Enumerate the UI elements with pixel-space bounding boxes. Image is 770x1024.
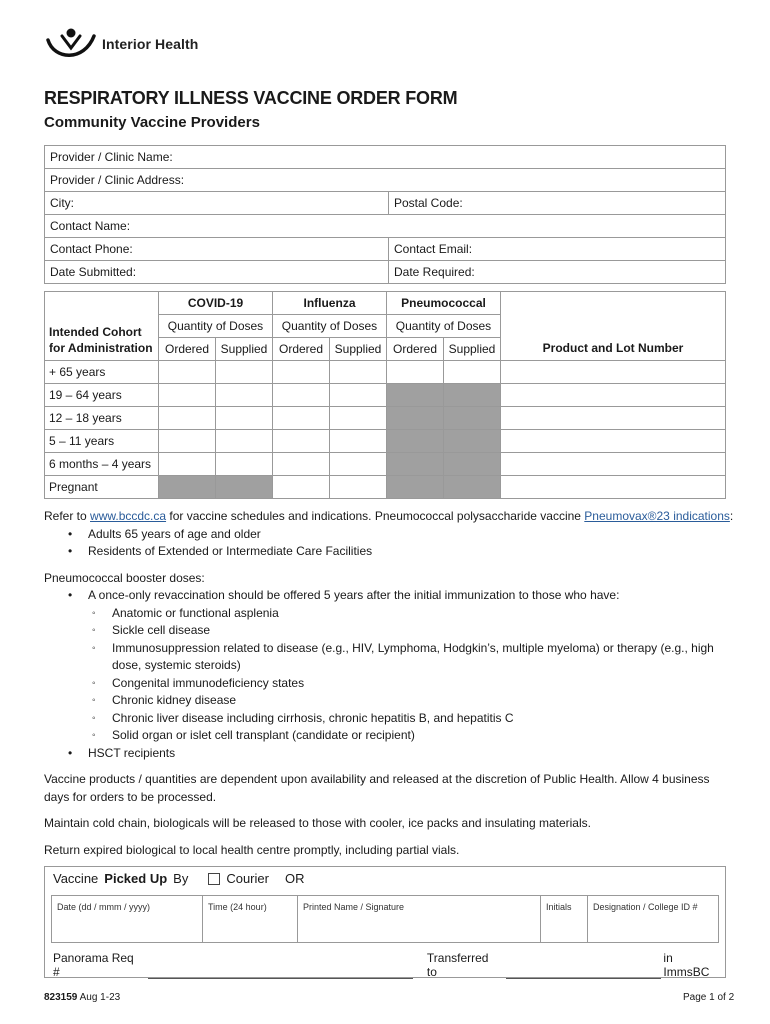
table-row: [45, 361, 726, 384]
entry-cell[interactable]: [273, 407, 330, 430]
org-name: Interior Health: [102, 36, 199, 52]
form-number: 823159: [44, 992, 78, 1003]
entry-cell[interactable]: [216, 384, 273, 407]
influenza-header: Influenza: [273, 292, 387, 315]
contact-phone-field[interactable]: Contact Phone:: [45, 238, 389, 261]
list-item: ◦ Chronic liver disease including cirrhosis, chronic hepatitis B, and hepatitis C: [112, 710, 734, 728]
lot-cell[interactable]: [501, 476, 726, 499]
entry-cell[interactable]: [273, 361, 330, 384]
covid-header: COVID-19: [159, 292, 273, 315]
shaded-cell: [444, 430, 501, 453]
entry-cell[interactable]: [216, 453, 273, 476]
list-item: ◦ Solid organ or islet cell transplant (candidate or recipient): [112, 727, 734, 745]
entry-cell[interactable]: [159, 453, 216, 476]
or-label: OR: [284, 871, 305, 886]
shaded-cell: [387, 453, 444, 476]
supplied-label: Supplied: [216, 338, 273, 361]
form-subtitle: Community Vaccine Providers: [44, 114, 260, 131]
refer-prefix: Refer to: [44, 509, 91, 523]
quantity-label: Quantity of Doses: [159, 315, 273, 338]
ordered-label: Ordered: [159, 338, 216, 361]
return-note: Return expired biological to local health centre promptly, including partial vials.: [44, 842, 460, 857]
entry-cell[interactable]: [159, 430, 216, 453]
entry-cell[interactable]: [330, 407, 387, 430]
cohort-header-line2: for Administration: [49, 341, 153, 355]
clinic-name-field[interactable]: Provider / Clinic Name:: [45, 146, 726, 169]
cold-chain-note: Maintain cold chain, biologicals will be released to those with cooler, ice packs and insulating materials.: [44, 816, 591, 830]
entry-cell[interactable]: [330, 476, 387, 499]
list-item: ◦ Sickle cell disease: [112, 622, 734, 640]
entry-cell[interactable]: [216, 430, 273, 453]
entry-cell[interactable]: [159, 407, 216, 430]
list-item: ◦ Anatomic or functional asplenia: [112, 605, 734, 623]
table-row: [45, 407, 726, 430]
cohort-label: 12 – 18 years: [45, 407, 159, 430]
supplied-label: Supplied: [444, 338, 501, 361]
quantity-label: Quantity of Doses: [273, 315, 387, 338]
list-item: • Residents of Extended or Intermediate Care Facilities: [88, 543, 734, 561]
cohort-header-line1: Intended Cohort: [49, 325, 142, 339]
provider-info-table: [44, 145, 726, 284]
cohort-label: + 65 years: [45, 361, 159, 384]
postal-code-field[interactable]: Postal Code:: [389, 192, 726, 215]
list-item: ◦ Immunosuppression related to disease (e.g., HIV, Lymphoma, Hodgkin’s, multiple myeloma) or therapy (e.g., high dose, systemic steroids): [112, 640, 734, 675]
entry-cell[interactable]: [330, 384, 387, 407]
pneumococcal-header: Pneumococcal: [387, 292, 501, 315]
table-row: [45, 453, 726, 476]
entry-cell[interactable]: [330, 361, 387, 384]
list-item: • Adults 65 years of age and older: [88, 526, 734, 544]
entry-cell[interactable]: [216, 361, 273, 384]
transferred-input[interactable]: [506, 966, 661, 979]
shaded-cell: [387, 384, 444, 407]
refer-mid: for vaccine schedules and indications. Pneumococcal polysaccharide vaccine: [166, 509, 585, 523]
entry-cell[interactable]: [216, 407, 273, 430]
lot-cell[interactable]: [501, 407, 726, 430]
product-lot-header: Product and Lot Number: [501, 292, 726, 361]
quantity-label: Quantity of Doses: [387, 315, 501, 338]
entry-cell[interactable]: [273, 476, 330, 499]
booster-title: Pneumococcal booster doses:: [44, 570, 205, 585]
cohort-label: 19 – 64 years: [45, 384, 159, 407]
pickup-header: [53, 871, 304, 886]
lot-cell[interactable]: [501, 384, 726, 407]
form-footer: [44, 992, 120, 1003]
entry-cell[interactable]: [330, 430, 387, 453]
picked-up-label: Picked Up: [104, 871, 168, 886]
booster-list: [44, 587, 734, 762]
notes-section: [44, 508, 734, 859]
shaded-cell: [387, 407, 444, 430]
courier-checkbox[interactable]: [208, 873, 220, 885]
contact-name-field[interactable]: Contact Name:: [45, 215, 726, 238]
lot-cell[interactable]: [501, 430, 726, 453]
cohort-header: [45, 292, 159, 361]
vaccine-order-table: [44, 291, 726, 499]
list-item: ◦ Chronic kidney disease: [112, 692, 734, 710]
cohort-label: 5 – 11 years: [45, 430, 159, 453]
cohort-label: 6 months – 4 years: [45, 453, 159, 476]
pneumovax-link[interactable]: Pneumovax®23 indications: [584, 509, 730, 523]
entry-cell[interactable]: [273, 453, 330, 476]
entry-cell[interactable]: [387, 361, 444, 384]
shaded-cell: [444, 476, 501, 499]
panorama-input[interactable]: [148, 966, 413, 979]
table-row: [45, 476, 726, 499]
pickup-section: [44, 866, 726, 978]
vaccine-label: Vaccine: [53, 871, 99, 886]
initials-column[interactable]: Initials: [541, 896, 588, 943]
shaded-cell: [216, 476, 273, 499]
list-item: [88, 587, 734, 745]
transferred-label: Transferred to: [426, 951, 489, 979]
shaded-cell: [444, 384, 501, 407]
entry-cell[interactable]: [159, 384, 216, 407]
entry-cell[interactable]: [159, 361, 216, 384]
list-item: ◦ Congenital immunodeficiency states: [112, 675, 734, 693]
signature-table: [51, 895, 719, 943]
time-column[interactable]: Time (24 hour): [203, 896, 298, 943]
supplied-label: Supplied: [330, 338, 387, 361]
lot-cell[interactable]: [501, 453, 726, 476]
date-column[interactable]: Date (dd / mmm / yyyy): [52, 896, 203, 943]
form-date: Aug 1-23: [79, 992, 121, 1003]
interior-health-logo-icon: [44, 26, 96, 62]
refer-suffix: :: [729, 509, 734, 523]
booster-bullet: A once-only revaccination should be offered 5 years after the initial immunization to those who have:: [88, 588, 620, 602]
bccdc-link[interactable]: www.bccdc.ca: [90, 509, 167, 523]
signature-column[interactable]: Printed Name / Signature: [298, 896, 541, 943]
lot-cell[interactable]: [501, 361, 726, 384]
clinic-address-field[interactable]: Provider / Clinic Address:: [45, 169, 726, 192]
panorama-label: Panorama Req #: [53, 951, 134, 979]
cohort-label: Pregnant: [45, 476, 159, 499]
list-item: • HSCT recipients: [88, 745, 734, 763]
transfer-row: [53, 951, 721, 979]
entry-cell[interactable]: [330, 453, 387, 476]
shaded-cell: [387, 430, 444, 453]
immsbc-label: in ImmsBC: [663, 951, 710, 979]
page-number: Page 1 of 2: [683, 992, 735, 1003]
courier-label: Courier: [226, 871, 269, 886]
shaded-cell: [387, 476, 444, 499]
date-required-field[interactable]: Date Required:: [389, 261, 726, 284]
contact-email-field[interactable]: Contact Email:: [389, 238, 726, 261]
shaded-cell: [444, 407, 501, 430]
refer-list: [44, 526, 734, 561]
city-field[interactable]: City:: [45, 192, 389, 215]
booster-sublist: [88, 605, 734, 745]
form-title: RESPIRATORY ILLNESS VACCINE ORDER FORM: [44, 88, 458, 108]
logo: [44, 24, 198, 64]
date-submitted-field[interactable]: Date Submitted:: [45, 261, 389, 284]
table-row: [45, 430, 726, 453]
entry-cell[interactable]: [273, 384, 330, 407]
shaded-cell: [159, 476, 216, 499]
entry-cell[interactable]: [273, 430, 330, 453]
designation-column[interactable]: Designation / College ID #: [588, 896, 719, 943]
ordered-label: Ordered: [273, 338, 330, 361]
ordered-label: Ordered: [387, 338, 444, 361]
table-row: [45, 384, 726, 407]
availability-note: Vaccine products / quantities are dependent upon availability and released at the discretion of Public Health. Allow 4 business days for orders to be processed.: [44, 772, 710, 804]
by-label: By: [173, 871, 189, 886]
refer-paragraph: [44, 508, 734, 526]
shaded-cell: [444, 453, 501, 476]
entry-cell[interactable]: [444, 361, 501, 384]
